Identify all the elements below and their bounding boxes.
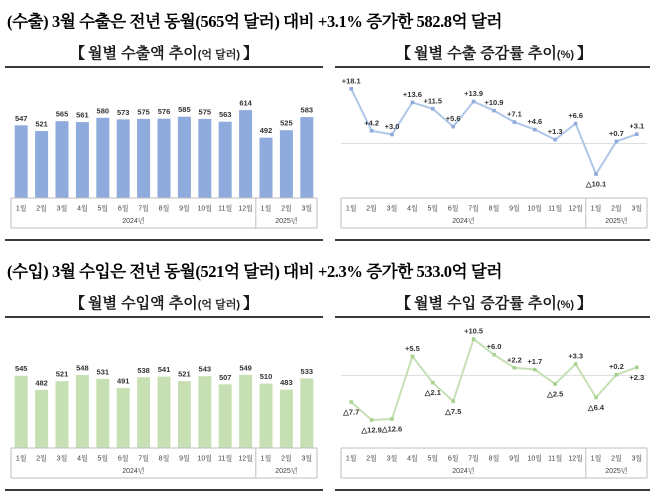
import-amount-panel	[5, 292, 323, 491]
svg-text:573: 573	[116, 107, 130, 117]
svg-text:531: 531	[96, 367, 110, 377]
export-growth-panel	[335, 42, 650, 241]
svg-text:2월: 2월	[366, 205, 377, 213]
svg-text:+2.3: +2.3	[629, 372, 645, 382]
svg-text:563: 563	[218, 110, 232, 120]
title-bracket-open: 【	[69, 45, 85, 62]
svg-text:+1.3: +1.3	[547, 127, 563, 137]
svg-text:521: 521	[35, 119, 48, 129]
chart-title-text: 월별 수출액 추이	[87, 45, 198, 62]
svg-text:8월: 8월	[488, 205, 500, 213]
svg-text:583: 583	[300, 105, 314, 115]
svg-text:7월: 7월	[468, 455, 479, 463]
svg-text:9월: 9월	[509, 455, 520, 463]
svg-text:10월: 10월	[527, 205, 543, 213]
svg-text:2월: 2월	[36, 455, 47, 463]
svg-text:8월: 8월	[158, 455, 170, 463]
svg-text:12월: 12월	[238, 455, 253, 463]
svg-text:2025년: 2025년	[275, 218, 298, 225]
svg-text:9월: 9월	[509, 205, 520, 213]
svg-text:3월: 3월	[386, 205, 398, 213]
svg-text:6월: 6월	[117, 455, 129, 463]
export-amount-chart-title	[5, 42, 323, 68]
title-bracket-open: 【	[395, 295, 411, 312]
svg-text:483: 483	[280, 378, 293, 388]
svg-text:5월: 5월	[97, 205, 109, 213]
chart-title-text: 월별 수입액 추이	[87, 295, 198, 312]
svg-text:3월: 3월	[56, 455, 68, 463]
svg-text:4월: 4월	[77, 455, 88, 463]
svg-text:1월: 1월	[15, 205, 27, 213]
svg-text:4월: 4월	[407, 205, 418, 213]
svg-text:3월: 3월	[56, 205, 68, 213]
svg-text:1월: 1월	[590, 455, 602, 463]
svg-text:491: 491	[116, 376, 130, 386]
svg-text:+13.6: +13.6	[402, 89, 422, 99]
svg-text:2월: 2월	[36, 205, 47, 213]
svg-text:6월: 6월	[117, 205, 129, 213]
svg-text:7월: 7월	[468, 205, 479, 213]
svg-text:11월: 11월	[548, 455, 563, 463]
svg-text:3월: 3월	[301, 455, 313, 463]
svg-text:+5.6: +5.6	[445, 114, 461, 124]
svg-text:10월: 10월	[197, 205, 213, 213]
svg-text:2월: 2월	[611, 205, 622, 213]
svg-text:5월: 5월	[427, 455, 439, 463]
svg-text:2025년: 2025년	[605, 218, 628, 225]
export-charts-row	[5, 42, 646, 241]
export-growth-line-chart	[335, 69, 650, 239]
svg-text:1월: 1월	[345, 455, 357, 463]
svg-text:575: 575	[198, 107, 212, 117]
title-bracket-close: 】	[243, 45, 259, 62]
title-bracket-close: 】	[577, 295, 593, 312]
svg-text:4월: 4월	[77, 205, 88, 213]
svg-text:+5.5: +5.5	[404, 343, 420, 353]
import-amount-chart-title	[5, 292, 323, 318]
svg-text:510: 510	[259, 372, 273, 382]
chart-title-unit: (억 달러)	[197, 299, 241, 311]
svg-text:1월: 1월	[15, 455, 27, 463]
svg-text:585: 585	[178, 105, 191, 115]
svg-text:△2.1: △2.1	[424, 388, 441, 398]
svg-text:10월: 10월	[527, 455, 543, 463]
svg-text:11월: 11월	[548, 205, 563, 213]
svg-text:614: 614	[239, 98, 252, 108]
svg-text:+18.1: +18.1	[341, 76, 361, 86]
svg-text:576: 576	[157, 107, 171, 117]
svg-text:8월: 8월	[488, 455, 500, 463]
svg-text:12월: 12월	[238, 205, 253, 213]
export-amount-bar-chart	[5, 69, 323, 239]
svg-text:△7.7: △7.7	[343, 407, 360, 417]
svg-text:3월: 3월	[301, 205, 313, 213]
svg-text:7월: 7월	[138, 205, 149, 213]
svg-text:545: 545	[14, 364, 28, 374]
svg-text:△12.6: △12.6	[381, 424, 403, 434]
svg-text:3월: 3월	[631, 205, 643, 213]
import-growth-panel	[335, 292, 650, 491]
svg-text:2월: 2월	[281, 205, 292, 213]
svg-text:2024년: 2024년	[452, 218, 475, 225]
title-bracket-open: 【	[69, 295, 85, 312]
svg-text:+3.1: +3.1	[629, 121, 645, 131]
svg-text:+13.9: +13.9	[464, 89, 484, 98]
svg-text:548: 548	[76, 363, 89, 373]
svg-text:+1.7: +1.7	[527, 357, 543, 366]
chart-title-unit: (억 달러)	[197, 49, 241, 61]
svg-text:3월: 3월	[386, 455, 398, 463]
import-charts-row	[5, 292, 646, 491]
svg-text:482: 482	[35, 378, 48, 388]
svg-text:1월: 1월	[260, 205, 272, 213]
svg-text:549: 549	[239, 363, 252, 373]
svg-text:+4.6: +4.6	[527, 117, 543, 127]
svg-text:2024년: 2024년	[122, 468, 145, 475]
svg-text:2025년: 2025년	[275, 468, 298, 475]
import-amount-bar-chart	[5, 319, 323, 489]
svg-text:+6.0: +6.0	[486, 342, 502, 352]
svg-text:2월: 2월	[366, 455, 377, 463]
svg-text:+2.2: +2.2	[506, 355, 522, 365]
svg-text:7월: 7월	[138, 455, 149, 463]
chart-title-text: 월별 수출 증감률 추이	[413, 45, 557, 62]
svg-text:525: 525	[280, 118, 293, 128]
svg-text:6월: 6월	[447, 455, 459, 463]
svg-text:+11.5: +11.5	[423, 96, 443, 106]
svg-text:547: 547	[14, 113, 28, 123]
svg-text:521: 521	[178, 369, 191, 379]
svg-text:6월: 6월	[447, 205, 459, 213]
svg-text:565: 565	[55, 109, 69, 119]
svg-text:1월: 1월	[260, 455, 272, 463]
svg-text:580: 580	[96, 106, 110, 116]
svg-text:8월: 8월	[158, 205, 170, 213]
svg-text:△2.5: △2.5	[547, 389, 564, 399]
svg-text:9월: 9월	[179, 455, 190, 463]
svg-text:+4.2: +4.2	[364, 118, 380, 128]
svg-text:+6.6: +6.6	[568, 111, 584, 121]
svg-text:3월: 3월	[631, 455, 643, 463]
svg-text:+3.0: +3.0	[384, 122, 400, 131]
svg-text:5월: 5월	[97, 455, 109, 463]
svg-text:9월: 9월	[179, 205, 190, 213]
svg-text:△7.5: △7.5	[445, 406, 462, 416]
svg-text:+10.9: +10.9	[484, 98, 504, 108]
svg-text:575: 575	[137, 107, 150, 117]
svg-text:△10.1: △10.1	[585, 179, 607, 189]
svg-text:541: 541	[157, 365, 171, 375]
svg-text:543: 543	[198, 364, 212, 374]
svg-text:+10.5: +10.5	[464, 326, 484, 336]
svg-text:5월: 5월	[427, 205, 439, 213]
svg-text:2024년: 2024년	[122, 218, 145, 225]
svg-text:1월: 1월	[345, 205, 357, 213]
svg-text:2월: 2월	[281, 455, 292, 463]
svg-text:12월: 12월	[568, 455, 583, 463]
svg-text:11월: 11월	[218, 455, 233, 463]
svg-text:11월: 11월	[218, 205, 233, 213]
chart-title-unit: (%)	[556, 299, 575, 311]
chart-title-unit: (%)	[556, 49, 575, 61]
import-growth-chart-title	[335, 292, 650, 318]
svg-text:2025년: 2025년	[605, 468, 628, 475]
svg-text:+0.7: +0.7	[608, 128, 624, 138]
svg-text:+3.3: +3.3	[568, 351, 584, 361]
export-amount-panel	[5, 42, 323, 241]
svg-text:521: 521	[55, 369, 69, 379]
import-growth-line-chart	[335, 319, 650, 489]
svg-text:4월: 4월	[407, 455, 418, 463]
svg-text:2월: 2월	[611, 455, 622, 463]
title-bracket-close: 】	[577, 45, 593, 62]
svg-text:△6.4: △6.4	[587, 403, 605, 412]
svg-text:492: 492	[259, 126, 273, 136]
svg-text:507: 507	[218, 372, 232, 382]
svg-text:2024년: 2024년	[452, 468, 475, 475]
chart-title-text: 월별 수입 증감률 추이	[413, 295, 557, 312]
export-growth-chart-title	[335, 42, 650, 68]
svg-text:12월: 12월	[568, 205, 583, 213]
svg-text:561: 561	[76, 110, 89, 120]
svg-text:1월: 1월	[590, 205, 602, 213]
svg-text:△12.9: △12.9	[361, 425, 382, 435]
svg-text:533: 533	[300, 366, 314, 376]
import-headline: (수입) 3월 수입은 전년 동월(521억 달러) 대비 +2.3% 증가한 533.0억 달러	[7, 262, 502, 281]
export-headline: (수출) 3월 수출은 전년 동월(565억 달러) 대비 +3.1% 증가한 582.8억 달러	[7, 12, 502, 31]
svg-text:538: 538	[137, 365, 150, 375]
svg-text:+0.2: +0.2	[608, 362, 624, 372]
svg-text:10월: 10월	[197, 455, 213, 463]
title-bracket-open: 【	[395, 45, 411, 62]
title-bracket-close: 】	[243, 295, 259, 312]
svg-text:+7.1: +7.1	[506, 109, 522, 119]
